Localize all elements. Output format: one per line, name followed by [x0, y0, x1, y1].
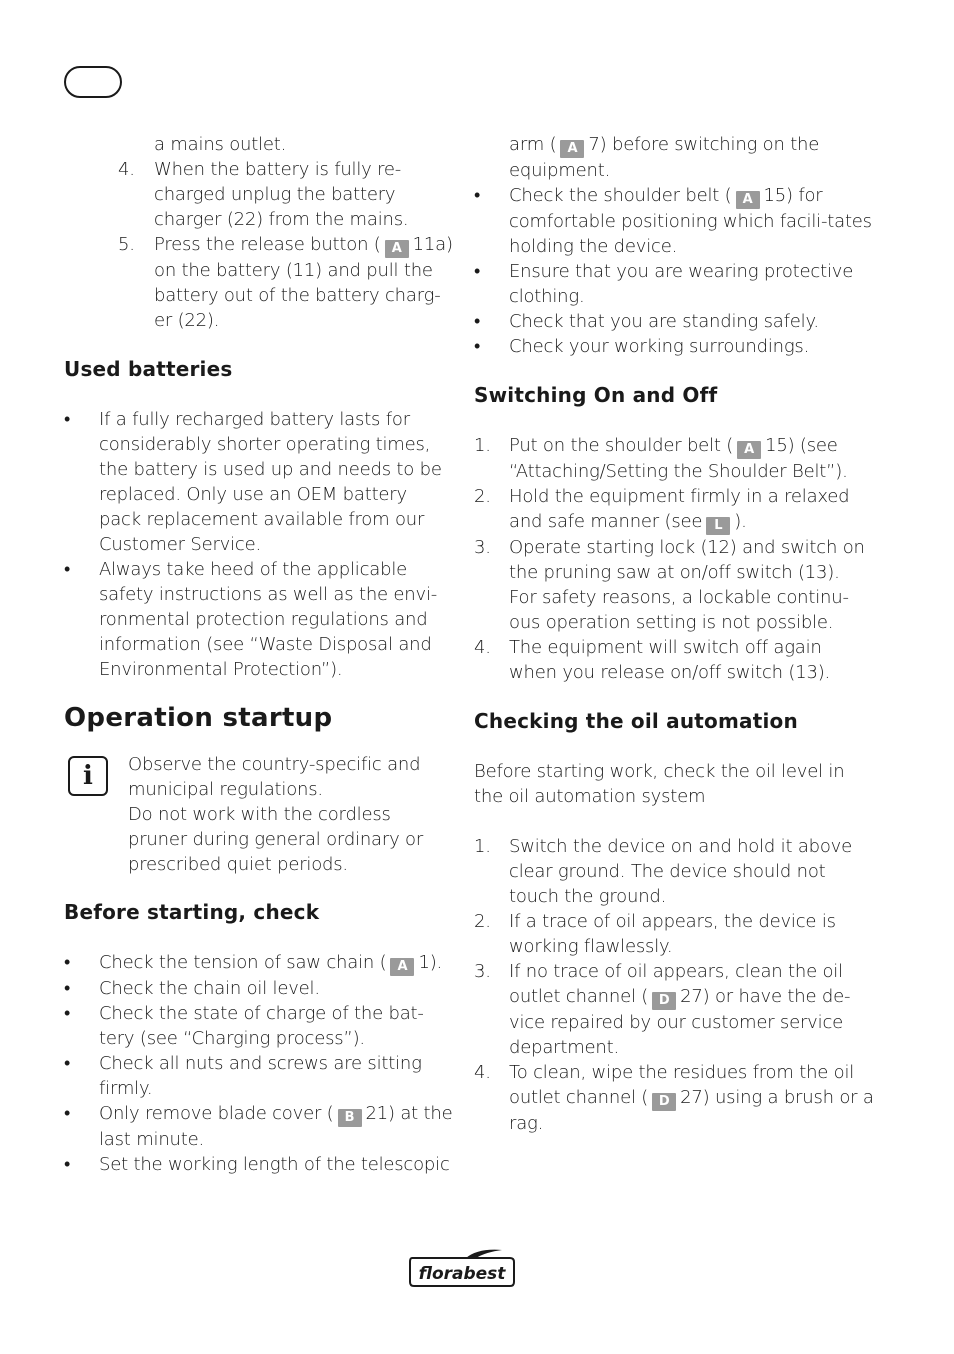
- text-run: 1).: [418, 952, 443, 973]
- figure-ref-badge: A: [737, 441, 761, 459]
- list-item: [64, 157, 454, 232]
- list-marker: 1.: [474, 836, 491, 857]
- list-item-text: [99, 1152, 454, 1177]
- list-marker: •: [64, 1003, 71, 1024]
- text-run: Only remove blade cover (: [99, 1103, 334, 1124]
- continued-text: a mains outlet.: [154, 134, 287, 155]
- list-marker: •: [64, 1103, 71, 1124]
- left-column: [64, 132, 454, 1177]
- list-item: [474, 1060, 874, 1136]
- text-run: Check your working surroundings.: [509, 336, 810, 357]
- list-item-text: [509, 535, 874, 585]
- switching-heading: Switching On and Off: [474, 383, 718, 407]
- info-text-2: Do not work with the cordless pruner during general ordinary or prescribed quiet periods.: [128, 804, 424, 875]
- operation-startup-heading: Operation startup: [64, 703, 333, 733]
- oil-steps: [474, 834, 874, 1136]
- list-item-text: [509, 635, 874, 685]
- list-item-text: [509, 309, 874, 334]
- list-item-text: [99, 976, 454, 1001]
- list-marker: •: [474, 261, 481, 282]
- list-item-text: [509, 433, 874, 484]
- list-item-text: [99, 1051, 454, 1101]
- list-item: [474, 433, 874, 484]
- list-item: [474, 959, 874, 1060]
- list-marker: 5.: [118, 234, 135, 255]
- list-marker: 4.: [118, 159, 135, 180]
- text-run: arm (: [509, 134, 557, 155]
- list-item-text: [99, 950, 454, 976]
- list-item: [474, 334, 874, 359]
- list-item: [64, 407, 454, 557]
- florabest-logo: [406, 1248, 518, 1288]
- list-item-text: [509, 1060, 874, 1136]
- list-marker: 3.: [474, 961, 491, 982]
- used-batteries-heading: Used batteries: [64, 357, 233, 381]
- text-run: Check the tension of saw chain (: [99, 952, 387, 973]
- oil-intro: Before starting work, check the oil level in the oil automation system: [474, 761, 845, 807]
- list-item-text: [154, 232, 454, 333]
- list-item-text: [99, 1001, 454, 1051]
- before-starting-list: [64, 950, 454, 1177]
- list-item: [64, 557, 454, 682]
- text-run: Hold the equipment firmly in a relaxed and safe manner (see: [509, 486, 850, 532]
- text-run: 21) at the last minute.: [99, 1103, 453, 1150]
- list-marker: •: [64, 559, 71, 580]
- text-run: Operate starting lock (12) and switch on the pruning saw at on/off switch (13).: [509, 537, 865, 583]
- text-run: Ensure that you are wearing protective clothing.: [509, 261, 854, 307]
- list-marker: •: [474, 336, 481, 357]
- list-item: [474, 909, 874, 959]
- list-item: [64, 1152, 454, 1177]
- list-item: [64, 1101, 454, 1152]
- list-item: [64, 232, 454, 333]
- text-run: 15) (see “Attaching/Setting the Shoulder Belt”).: [509, 435, 848, 482]
- list-item-text: [509, 909, 874, 959]
- text-run: 27) or have the de-vice repaired by our customer service department.: [509, 986, 851, 1058]
- list-item-note: For safety reasons, a lockable continu-ous operation setting is not possible.: [509, 587, 849, 633]
- text-run: If no trace of oil appears, clean the oil outlet channel (: [509, 961, 843, 1007]
- text-run: Press the release button (: [154, 234, 381, 255]
- figure-ref-badge: A: [560, 140, 584, 158]
- list-item-text: [509, 959, 874, 1060]
- figure-ref-badge: B: [338, 1109, 362, 1127]
- list-item: [474, 259, 874, 309]
- before-starting-list-cont: [474, 183, 874, 359]
- list-item: [64, 1001, 454, 1051]
- text-run: 27) using a brush or a rag.: [509, 1087, 874, 1134]
- list-marker: 2.: [474, 486, 491, 507]
- list-item: [64, 950, 454, 976]
- text-run: Check all nuts and screws are sitting firmly.: [99, 1053, 422, 1099]
- text-run: If a trace of oil appears, the device is working flawlessly.: [509, 911, 836, 957]
- used-batteries-list: [64, 407, 454, 682]
- text-run: 11a) on the battery (11) and pull the battery out of the battery charg-er (22).: [154, 234, 453, 331]
- text-run: If a fully recharged battery lasts for considerably shorter operating times, the battery is used up and needs to be replaced. Only use an OEM battery pack replacement available from our Customer Service.: [99, 409, 442, 555]
- list-item-text: [509, 259, 874, 309]
- logo-text: florabest: [418, 1264, 506, 1284]
- text-run: When the battery is fully re-charged unplug the battery charger (22) from the mains.: [154, 159, 409, 230]
- list-marker: 3.: [474, 537, 491, 558]
- info-icon: i: [68, 756, 108, 796]
- switching-steps: [474, 433, 874, 685]
- list-marker: •: [64, 1053, 71, 1074]
- before-starting-heading: Before starting, check: [64, 900, 320, 924]
- info-text-1: Observe the country-specific and municipal regulations.: [128, 754, 421, 800]
- text-run: ).: [734, 511, 747, 532]
- info-note: [64, 752, 454, 877]
- list-marker: •: [64, 1154, 71, 1175]
- text-run: Put on the shoulder belt (: [509, 435, 734, 456]
- list-item-text: [509, 183, 874, 259]
- figure-ref-badge: A: [736, 191, 760, 209]
- right-column: [474, 132, 874, 1136]
- list-item: [64, 1051, 454, 1101]
- charging-steps: [64, 157, 454, 333]
- text-run: Set the working length of the telescopic: [99, 1154, 450, 1175]
- list-marker: •: [64, 952, 71, 973]
- text-run: 7) before switching on the equipment.: [509, 134, 820, 181]
- list-marker: •: [64, 409, 71, 430]
- oil-automation-heading: Checking the oil automation: [474, 709, 798, 733]
- list-item: [474, 535, 874, 635]
- list-item-text: [99, 557, 454, 682]
- figure-ref-badge: A: [390, 958, 414, 976]
- list-marker: •: [474, 311, 481, 332]
- list-item-text: [154, 157, 454, 232]
- figure-ref-badge: D: [652, 992, 676, 1010]
- text-run: To clean, wipe the residues from the oil outlet channel (: [509, 1062, 855, 1108]
- figure-ref-badge: L: [706, 517, 730, 535]
- language-tab: [64, 66, 122, 98]
- text-run: The equipment will switch off again when you release on/off switch (13).: [509, 637, 831, 683]
- text-run: Switch the device on and hold it above clear ground. The device should not touch the ground.: [509, 836, 853, 907]
- list-item-text: [509, 834, 874, 909]
- list-item: [474, 484, 874, 535]
- list-marker: 2.: [474, 911, 491, 932]
- list-marker: 1.: [474, 435, 491, 456]
- list-item-text: [509, 334, 874, 359]
- text-run: 15) for comfortable positioning which facili-tates holding the device.: [509, 185, 872, 257]
- figure-ref-badge: A: [385, 240, 409, 258]
- text-run: Check the chain oil level.: [99, 978, 320, 999]
- figure-ref-badge: D: [652, 1093, 676, 1111]
- list-item-text: [509, 484, 874, 535]
- list-item: [64, 976, 454, 1001]
- text-run: Check the state of charge of the bat-tery (see “Charging process”).: [99, 1003, 424, 1049]
- list-marker: •: [64, 978, 71, 999]
- list-marker: 4.: [474, 1062, 491, 1083]
- list-item: [474, 309, 874, 334]
- list-marker: 4.: [474, 637, 491, 658]
- list-item-text: [99, 1101, 454, 1152]
- text-run: Check that you are standing safely.: [509, 311, 819, 332]
- text-run: Check the shoulder belt (: [509, 185, 732, 206]
- list-marker: •: [474, 185, 481, 206]
- list-item: [474, 834, 874, 909]
- text-run: Always take heed of the applicable safety instructions as well as the envi-ronmental protection regulations and information (see “Waste Disposal and Environmental Protection”).: [99, 559, 438, 680]
- continued-text-right: [474, 132, 874, 183]
- list-item: [474, 183, 874, 259]
- list-item: [474, 635, 874, 685]
- list-item-text: [99, 407, 454, 557]
